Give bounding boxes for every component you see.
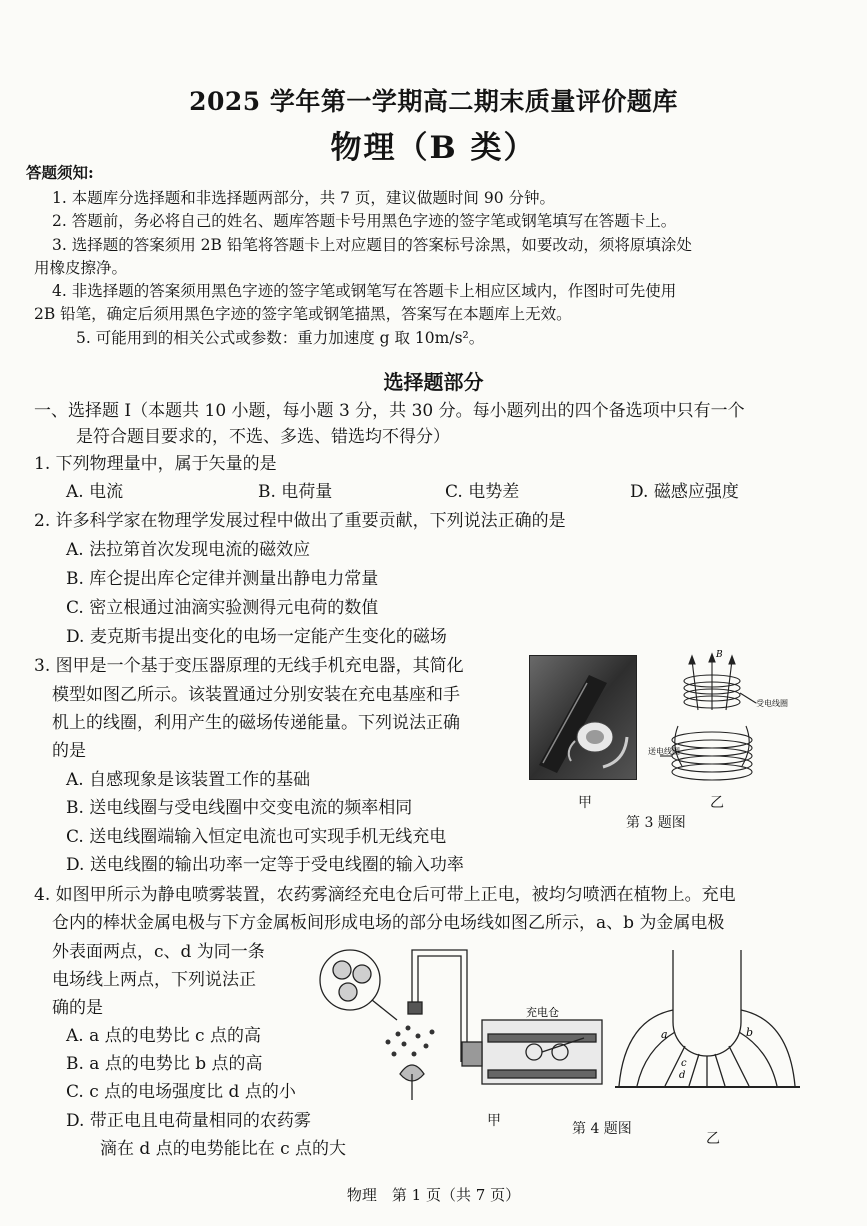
send-coil-label: 送电线圈 — [648, 747, 680, 756]
part1-instructions-cont: 是符合题目要求的，不选、多选、错选均不得分） — [76, 427, 450, 447]
q1-option-d: D. 磁感应强度 — [630, 482, 739, 502]
notice-line-3b: 用橡皮擦净。 — [34, 259, 128, 277]
page-footer: 物理 第 1 页（共 7 页） — [346, 1186, 521, 1204]
part1-instructions: 一、选择题 I（本题共 10 小题，每小题 3 分，共 30 分。每小题列出的四个备选项中只有一个 — [34, 401, 745, 421]
notice-line-3: 3. 选择题的答案须用 2B 铅笔将答题卡上对应题目的答案标号涂黑，如要改动，须将原填涂处 — [52, 236, 692, 254]
point-d-label: d — [679, 1070, 686, 1081]
q4-fig-caption: 第 4 题图 — [572, 1121, 632, 1137]
q2-option-a: A. 法拉第首次发现电流的磁效应 — [66, 540, 311, 560]
q4-fig-label-a: 甲 — [487, 1113, 501, 1129]
q2-option-b: B. 库仑提出库仑定律并测量出静电力常量 — [66, 569, 379, 589]
q4-option-c: C. c 点的电场强度比 d 点的小 — [66, 1082, 296, 1102]
q1-option-c: C. 电势差 — [445, 482, 520, 502]
q4-spray-diagram — [312, 942, 612, 1102]
q3-option-b: B. 送电线圈与受电线圈中交变电流的频率相同 — [66, 798, 413, 818]
q2-option-c: C. 密立根通过油滴实验测得元电荷的数值 — [66, 598, 379, 618]
q3-stem-4: 的是 — [52, 741, 86, 761]
q1-option-b: B. 电荷量 — [258, 482, 333, 502]
q3-coil-diagram — [648, 648, 808, 786]
charging-chamber-label: 充电仓 — [526, 1006, 559, 1019]
q3-stem-2: 模型如图乙所示。该装置通过分别安装在充电基座和手 — [52, 685, 460, 705]
q3-fig-label-b: 乙 — [710, 795, 724, 811]
q3-fig-label-a: 甲 — [578, 795, 592, 811]
q1-stem: 1. 下列物理量中，属于矢量的是 — [34, 454, 277, 474]
point-b-label: b — [746, 1026, 754, 1039]
subject-title: 物理（B 类） — [330, 130, 537, 166]
notice-line-4b: 2B 铅笔，确定后须用黑色字迹的签字笔或钢笔描黑，答案写在本题库上无效。 — [34, 305, 572, 323]
notice-line-4: 4. 非选择题的答案须用黑色字迹的签字笔或钢笔写在答题卡上相应区域内，作图时可先使用 — [52, 282, 677, 300]
q2-stem: 2. 许多科学家在物理学发展过程中做出了重要贡献，下列说法正确的是 — [34, 511, 566, 531]
q4-stem-3: 外表面两点，c、d 为同一条 — [52, 942, 265, 962]
point-c-label: c — [681, 1058, 687, 1069]
q4-fig-label-b: 乙 — [706, 1131, 720, 1147]
coil-label-b: B — [716, 650, 723, 660]
exam-title: 2025 学年第一学期高二期末质量评价题库 — [189, 87, 678, 116]
q3-option-a: A. 自感现象是该装置工作的基础 — [66, 770, 311, 790]
point-a-label: a — [661, 1028, 668, 1041]
q2-option-d: D. 麦克斯韦提出变化的电场一定能产生变化的磁场 — [66, 627, 447, 647]
receive-coil-label: 受电线圈 — [756, 699, 788, 708]
notice-line-2: 2. 答题前，务必将自己的姓名、题库答题卡号用黑色字迹的签字笔或钢笔填写在答题卡上。 — [52, 212, 677, 230]
q3-stem-1: 3. 图甲是一个基于变压器原理的无线手机充电器，其简化 — [34, 656, 464, 676]
q4-option-a: A. a 点的电势比 c 点的高 — [66, 1026, 261, 1046]
q4-field-lines-diagram — [615, 950, 800, 1090]
q1-option-a: A. 电流 — [66, 482, 124, 502]
q3-photo — [529, 655, 637, 780]
notice-heading: 答题须知: — [26, 163, 94, 182]
q4-stem-4: 电场线上两点，下列说法正 — [52, 970, 256, 990]
q3-option-d: D. 送电线圈的输出功率一定等于受电线圈的输入功率 — [66, 855, 464, 875]
notice-line-5: 5. 可能用到的相关公式或参数：重力加速度 g 取 10m/s²。 — [76, 329, 485, 347]
q3-stem-3: 机上的线圈，利用产生的磁场传递能量。下列说法正确 — [52, 713, 460, 733]
q4-stem-2: 仓内的棒状金属电极与下方金属板间形成电场的部分电场线如图乙所示，a、b 为金属电极 — [52, 913, 725, 933]
notice-line-1: 1. 本题库分选择题和非选择题两部分，共 7 页，建议做题时间 90 分钟。 — [52, 189, 556, 207]
q4-option-d-cont: 滴在 d 点的电势能比在 c 点的大 — [100, 1139, 347, 1159]
q3-fig-caption: 第 3 题图 — [626, 815, 686, 831]
q4-stem-1: 4. 如图甲所示为静电喷雾装置，农药雾滴经充电仓后可带上正电，被均匀喷洒在植物上。充电 — [34, 885, 736, 905]
section-title: 选择题部分 — [383, 370, 484, 394]
q4-stem-5: 确的是 — [52, 998, 103, 1018]
q4-option-d: D. 带正电且电荷量相同的农药雾 — [66, 1111, 311, 1131]
q4-option-b: B. a 点的电势比 b 点的高 — [66, 1054, 263, 1074]
q3-option-c: C. 送电线圈端输入恒定电流也可实现手机无线充电 — [66, 827, 447, 847]
